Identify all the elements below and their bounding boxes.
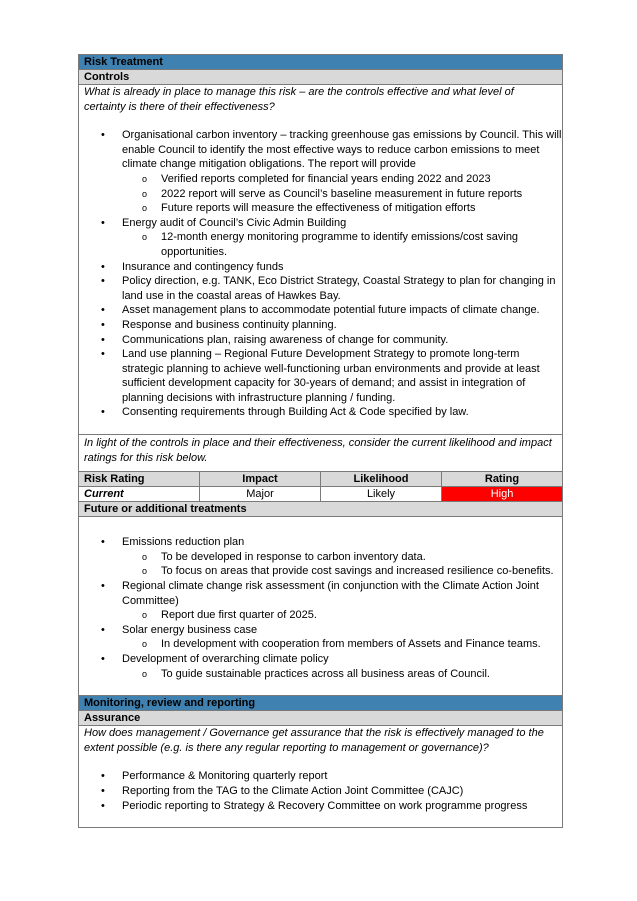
controls-list	[79, 128, 562, 420]
list-item: • Policy direction, e.g. TANK, Eco District Strategy, Coastal Strategy to plan for changing in land use in the coastal areas of Hawkes Bay.	[79, 274, 562, 303]
sub-list-item: o To guide sustainable practices across all business areas of Council.	[79, 667, 562, 682]
col-risk-rating: Risk Rating	[84, 473, 145, 486]
list-item: • Performance & Monitoring quarterly report	[79, 769, 562, 784]
sub-list-item: o Future reports will measure the effectiveness of mitigation efforts	[79, 201, 562, 216]
col-impact: Impact	[199, 472, 320, 486]
impact-value: Major	[199, 487, 320, 501]
col-likelihood: Likelihood	[320, 472, 441, 486]
list-item: • Land use planning – Regional Future Development Strategy to promote long-term strategic planning to achieve well-functioning urban environments and provide at least sufficient development capacity for 30-years of demand; and assist in integration of planning decisions with infrastructure planning / funding.	[79, 347, 562, 405]
rating-value-badge: High	[441, 487, 562, 501]
list-item: • Communications plan, raising awareness of change for community.	[79, 333, 562, 348]
sub-list-item: o To focus on areas that provide cost savings and increased resilience co-benefits.	[79, 564, 562, 579]
list-item: • Insurance and contingency funds	[79, 260, 562, 275]
assurance-list	[79, 769, 562, 813]
list-item: • Periodic reporting to Strategy & Recovery Committee on work programme progress	[79, 799, 562, 814]
assurance-heading: Assurance	[79, 711, 562, 726]
rating-table-header	[79, 472, 562, 486]
likelihood-value: Likely	[320, 487, 441, 501]
future-treatments-list	[79, 535, 562, 681]
risk-document	[78, 54, 563, 828]
followup-text: In light of the controls in place and their effectiveness, consider the current likelihood and impact ratings for this risk below.	[84, 437, 552, 464]
monitoring-header: Monitoring, review and reporting	[79, 695, 562, 711]
sub-list-item: o 2022 report will serve as Council’s baseline measurement in future reports	[79, 187, 562, 202]
list-item: • Energy audit of Council’s Civic Admin Building	[79, 216, 562, 231]
controls-question: What is already in place to manage this risk – are the controls effective and what level of certainty is there of their effectiveness?	[84, 86, 514, 113]
list-item: • Emissions reduction plan	[79, 535, 562, 550]
risk-treatment-header: Risk Treatment	[79, 54, 562, 70]
assurance-question: How does management / Governance get assurance that the risk is effectively managed to the extent possible (e.g. is there any regular reporting to management or governance)?	[84, 727, 544, 754]
list-item: • Consenting requirements through Building Act & Code specified by law.	[79, 405, 562, 420]
list-item: • Reporting from the TAG to the Climate Action Joint Committee (CAJC)	[79, 784, 562, 799]
controls-heading: Controls	[79, 70, 562, 85]
future-treatments-heading: Future or additional treatments	[79, 502, 562, 517]
sub-list-item: o In development with cooperation from members of Assets and Finance teams.	[79, 637, 562, 652]
list-item: • Regional climate change risk assessment (in conjunction with the Climate Action Joint Committee)	[79, 579, 562, 608]
col-rating: Rating	[441, 472, 562, 486]
list-item: • Asset management plans to accommodate potential future impacts of climate change.	[79, 303, 562, 318]
sub-list-item: o Verified reports completed for financial years ending 2022 and 2023	[79, 172, 562, 187]
table-row	[79, 486, 562, 501]
sub-list-item: o Report due first quarter of 2025.	[79, 608, 562, 623]
list-item: • Organisational carbon inventory – tracking greenhouse gas emissions by Council. This will enable Council to identify the most effective ways to reduce carbon emissions to meet climate change mitigation obligations. The report will provide	[79, 128, 562, 172]
sub-list-item: o To be developed in response to carbon inventory data.	[79, 550, 562, 565]
list-item: • Solar energy business case	[79, 623, 562, 638]
sub-list-item: o 12-month energy monitoring programme to identify emissions/cost saving opportunities.	[79, 230, 562, 259]
list-item: • Response and business continuity planning.	[79, 318, 562, 333]
risk-rating-table	[79, 471, 562, 502]
list-item: • Development of overarching climate policy	[79, 652, 562, 667]
row-label-current: Current	[84, 488, 124, 501]
